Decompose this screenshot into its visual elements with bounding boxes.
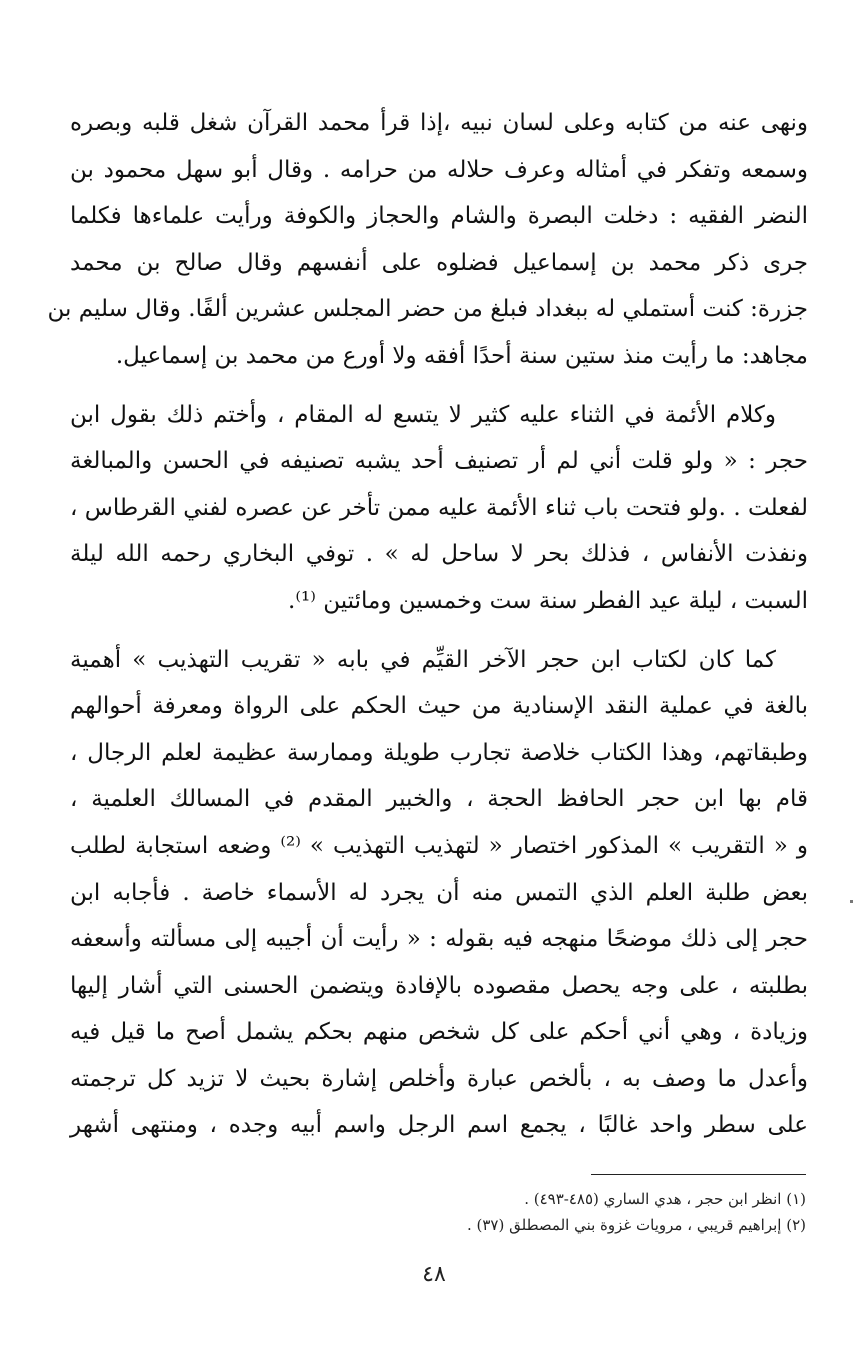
scan-speck: [850, 900, 853, 903]
footnote-1: (١) انظر ابن حجر ، هدي الساري (٤٨٥-٤٩٣) .: [524, 1190, 806, 1208]
text-line: وكلام الأئمة في الثناء عليه كثير لا يتسع له المقام ، وأختم ذلك بقول ابن: [70, 401, 776, 428]
footnote-separator: [591, 1174, 806, 1175]
text-line: و « التقريب » المذكور اختصار « لتهذيب التهذيب » ⁽²⁾ وضعه استجابة لطلب: [70, 832, 808, 859]
text-line: ونفذت الأنفاس ، فذلك بحر لا ساحل له » . توفي البخاري رحمه الله ليلة: [70, 541, 808, 568]
text-line: وزيادة ، وهي أني أحكم على كل شخص منهم بحكم يشمل أصح ما قيل فيه: [70, 1019, 808, 1046]
text-line: النضر الفقيه : دخلت البصرة والشام والحجاز والكوفة ورأيت علماءها فكلما: [70, 203, 808, 230]
page-number: ٤٨: [422, 1262, 446, 1287]
text-line: حجر : « ولو قلت أني لم أر تصنيف أحد يشبه تصنيفه في الحسن والمبالغة: [70, 448, 808, 475]
text-line: كما كان لكتاب ابن حجر الآخر القيِّم في بابه « تقريب التهذيب » أهمية: [70, 646, 776, 673]
text-line: حجر إلى ذلك موضحًا منهجه فيه بقوله : « رأيت أن أجيبه إلى مسألته وأسعفه: [70, 926, 808, 953]
text-line: ونهى عنه من كتابه وعلى لسان نبيه ،إذا قرأ محمد القرآن شغل قلبه وبصره: [70, 110, 808, 136]
paragraph-1: [47, 100, 808, 380]
text-line: وسمعه وتفكر في أمثاله وعرف حلاله من حرامه . وقال أبو سهل محمود بن: [70, 156, 808, 183]
paragraph-2: [70, 392, 808, 625]
paragraph-3: [70, 637, 808, 1150]
text-line: جرى ذكر محمد بن إسماعيل فضلوه على أنفسهم وقال صالح بن محمد: [70, 249, 808, 276]
footnotes: [300, 1186, 806, 1238]
footnote-2: (٢) إبراهيم قريبي ، مرويات غزوة بني المصطلق (٣٧) .: [466, 1216, 806, 1234]
text-line: على سطر واحد غالبًا ، يجمع اسم الرجل واسم أبيه وجده ، ومنتهى أشهر: [70, 1112, 808, 1139]
main-text: [47, 100, 809, 1149]
text-line: لفعلت . .ولو فتحت باب ثناء الأئمة عليه ممن تأخر عن عصره لفني القرطاس ،: [70, 494, 808, 521]
text-line: وأعدل ما وصف به ، بألخص عبارة وأخلص إشارة بحيث لا تزيد كل ترجمته: [70, 1065, 808, 1092]
text-line: بعض طلبة العلم الذي التمس منه أن يجرد له الأسماء خاصة . فأجابه ابن: [70, 879, 809, 906]
text-line: بالغة في عملية النقد الإسنادية من حيث الحكم على الرواة ومعرفة أحوالهم: [70, 693, 808, 720]
text-line: جزرة: كنت أستملي له ببغداد فبلغ من حضر المجلس عشرين ألفًا. وقال سليم بن: [47, 296, 808, 323]
text-line: مجاهد: ما رأيت منذ ستين سنة أحدًا أفقه ولا أورع من محمد بن إسماعيل.: [115, 342, 808, 369]
text-line: وطبقاتهم، وهذا الكتاب خلاصة تجارب طويلة وممارسة عظيمة لعلم الرجال ،: [70, 739, 808, 766]
text-line: السبت ، ليلة عيد الفطر سنة ست وخمسين ومائتين ⁽¹⁾.: [288, 587, 808, 614]
text-line: بطلبته ، على وجه يحصل مقصوده بالإفادة ويتضمن الحسنى التي أشار إليها: [70, 972, 808, 999]
text-line: قام بها ابن حجر الحافظ الحجة ، والخبير المقدم في المسالك العلمية ،: [70, 786, 808, 813]
